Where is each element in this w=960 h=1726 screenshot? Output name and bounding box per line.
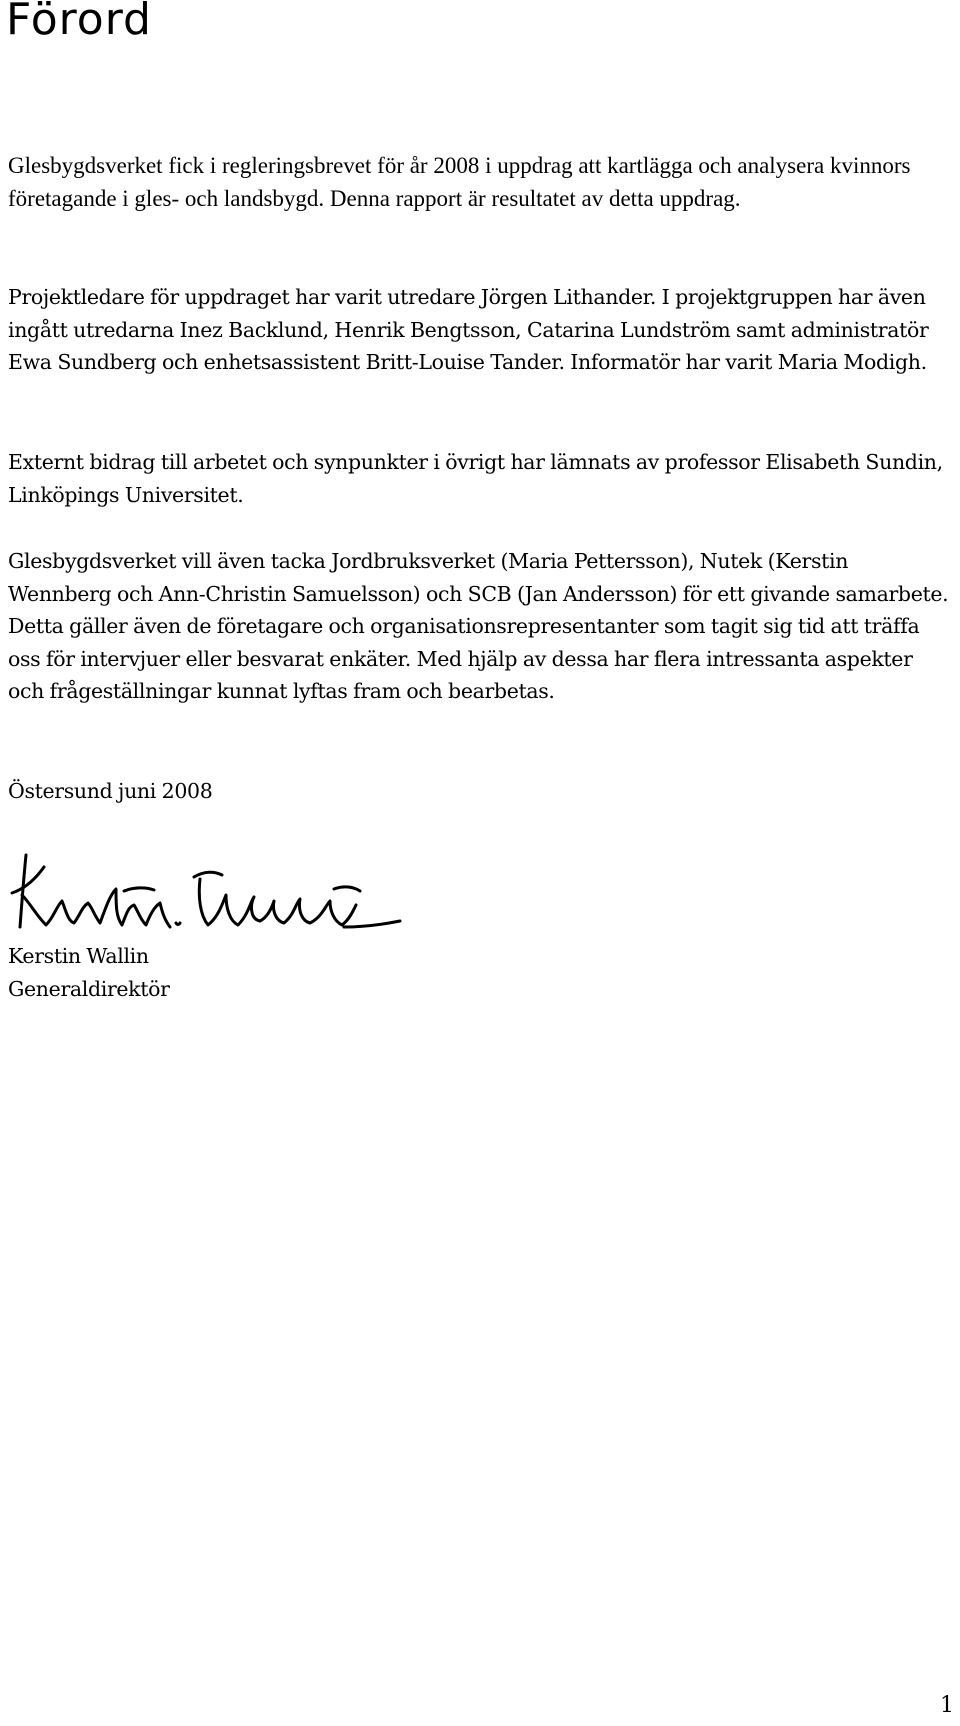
paragraph-project-team: Projektledare för uppdraget har varit utredare Jörgen Lithander. I projektgruppen har även ingått utredarna Inez Backlund, Henrik Bengtsson, Catarina Lundström samt administratör Ewa Sundberg och enhetsassistent Britt-Louise Tander. Informatör har varit Maria Modigh.: [8, 285, 929, 374]
page-title: Förord: [6, 0, 152, 45]
place-date: Östersund juni 2008: [8, 779, 213, 803]
signatory-block: [8, 940, 953, 1005]
signatory-role: Generaldirektör: [8, 976, 170, 1001]
signatory-name: Kerstin Wallin: [8, 944, 149, 968]
handwritten-signature: [4, 845, 404, 935]
paragraph-external-contribution: Externt bidrag till arbetet och synpunkter i övrigt har lämnats av professor Elisabeth Sundin, Linköpings Universitet.: [8, 450, 943, 507]
paragraph-acknowledgements: Glesbygdsverket vill även tacka Jordbruksverket (Maria Pettersson), Nutek (Kerstin Wennberg och Ann-Christin Samuelsson) och SCB (Jan Andersson) för ett givande samarbete. Detta gäller även de företagare och organisationsrepresentanter som tagit sig tid att träffa oss för intervjuer eller besvarat enkäter. Med hjälp av dessa har flera intressanta aspekter och frågeställningar kunnat lyftas fram och bearbetas.: [8, 549, 949, 703]
paragraph-assignment: Glesbygdsverket fick i regleringsbrevet för år 2008 i uppdrag att kartlägga och analysera kvinnors företagande i gles- och landsbygd. Denna rapport är resultatet av detta uppdrag.: [8, 153, 911, 211]
page-number: 1: [940, 1693, 954, 1718]
